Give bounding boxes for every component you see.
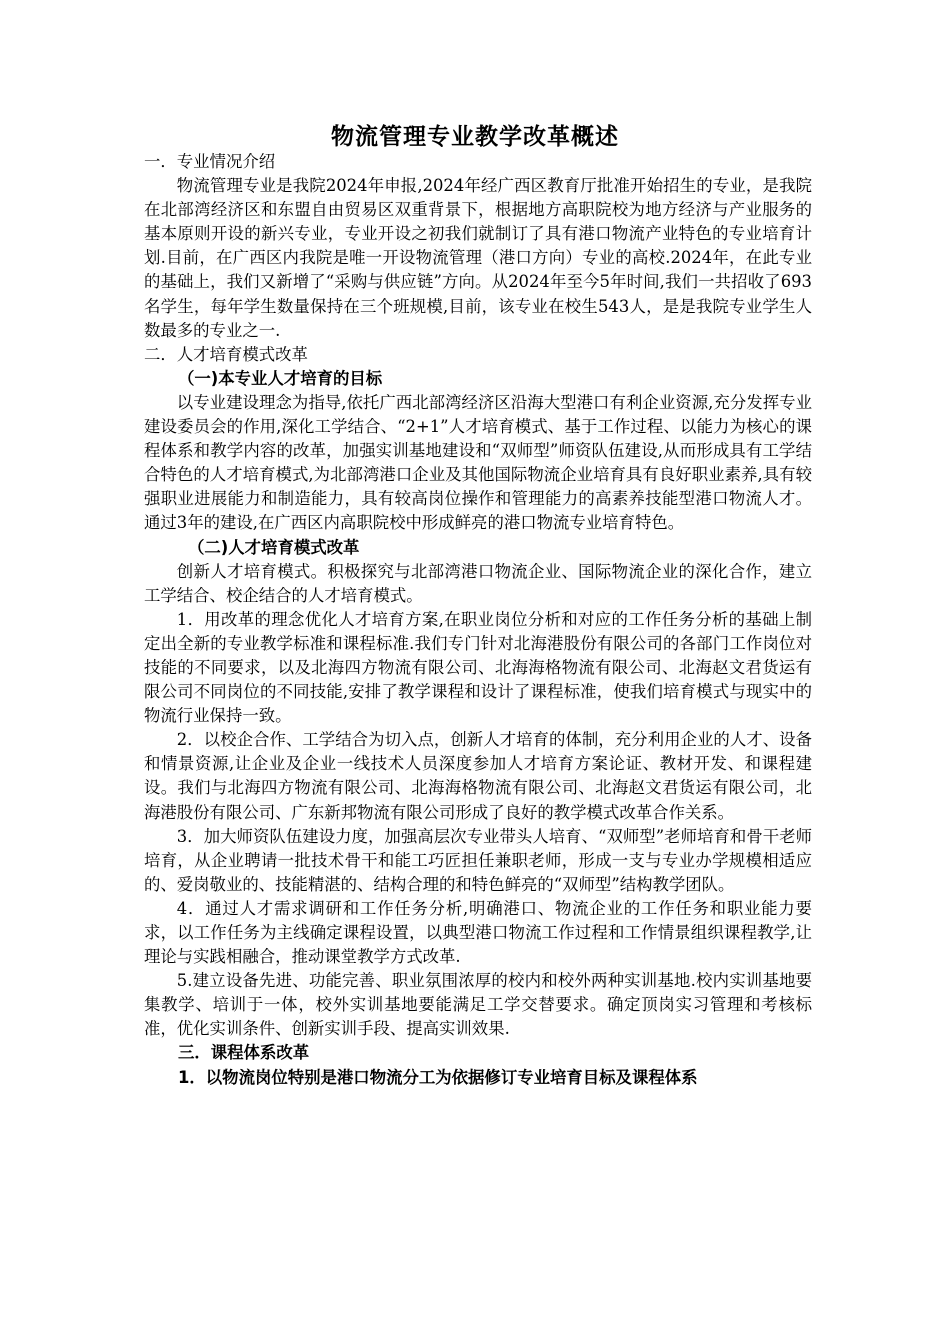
- document-title: 物流管理专业教学改革概述: [331, 124, 619, 150]
- paragraph: 以专业建设理念为指导,依托广西北部湾经济区沿海大型港口有利企业资源,充分发挥专业建设委员会的作用,深化工学结合、“2+1”人才培育模式、基于工作过程、以能力为核心的课程体系和教学内容的改革，加强实训基地建设和“双师型”师资队伍建设,从而形成具有工学结合特色的人才培育模式,为北部湾港口企业及其他国际物流企业培育具有良好职业素养,具有较强职业进展能力和制造能力，具有较高岗位操作和管理能力的高素养技能型港口物流人才。通过3年的建设,在广西区内高职院校中形成鲜亮的港口物流专业培育特色。: [144, 392, 812, 533]
- paragraph: 物流管理专业是我院2024年申报,2024年经广西区教育厅批准开始招生的专业，是我院在北部湾经济区和东盟自由贸易区双重背景下，根据地方高职院校为地方经济与产业服务的基本原则开设的新兴专业，专业开设之初我们就制订了具有港口物流产业特色的专业培育计划.目前，在广西区内我院是唯一开设物流管理（港口方向）专业的高校.2024年，在此专业的基础上，我们又新增了“采购与供应链”方向。从2024年至今5年时间,我们一共招收了693名学生，每年学生数量保持在三个班规模,目前，该专业在校生543人，是是我院专业学生人数最多的专业之一.: [144, 176, 812, 340]
- subsection-heading: 1．以物流岗位特别是港口物流分工为依据修订专业培育目标及课程体系: [178, 1067, 698, 1087]
- section-heading-3: 三．课程体系改革: [178, 1043, 310, 1063]
- paragraph: 2．以校企合作、工学结合为切入点，创新人才培育的体制，充分利用企业的人才、设备和情景资源,让企业及企业一线技术人员深度参加人才培育方案论证、教材开发、和课程建设。我们与北海四方物流有限公司、北海海格物流有限公司、北海赵文君货运有限公司，北海港股份有限公司、广东新邦物流有限公司形成了良好的教学模式改革合作关系。: [144, 730, 812, 822]
- paragraph: 创新人才培育模式。积极探究与北部湾港口物流企业、国际物流企业的深化合作，建立工学结合、校企结合的人才培育模式。: [144, 561, 812, 605]
- subsection-heading: （二)人才培育模式改革: [188, 537, 360, 557]
- paragraph: 1．用改革的理念优化人才培育方案,在职业岗位分析和对应的工作任务分析的基础上制定出全新的专业教学标准和课程标准.我们专门针对北海港股份有限公司的各部门工作岗位对技能的不同要求，以及北海四方物流有限公司、北海海格物流有限公司、北海赵文君货运有限公司不同岗位的不同技能,安排了教学课程和设计了课程标准，使我们培育模式与现实中的物流行业保持一致。: [144, 609, 812, 726]
- paragraph: 4．通过人才需求调研和工作任务分析,明确港口、物流企业的工作任务和职业能力要求，以工作任务为主线确定课程设置，以典型港口物流工作过程和工作情景组织课程教学,让理论与实践相融合，推动课堂教学方式改革.: [144, 898, 812, 967]
- subsection-heading: （一)本专业人才培育的目标: [178, 368, 383, 388]
- section-heading-2: 二．人才培育模式改革: [144, 344, 308, 364]
- paragraph: 5.建立设备先进、功能完善、职业氛围浓厚的校内和校外两种实训基地.校内实训基地要集教学、培训于一体，校外实训基地要能满足工学交替要求。确定顶岗实习管理和考核标准，优化实训条件、创新实训手段、提高实训效果.: [144, 971, 812, 1039]
- paragraph: 3．加大师资队伍建设力度，加强高层次专业带头人培育、“双师型”老师培育和骨干老师培育，从企业聘请一批技术骨干和能工巧匠担任兼职老师，形成一支与专业办学规模相适应的、爱岗敬业的、技能精湛的、结构合理的和特色鲜亮的“双师型”结构教学团队。: [144, 826, 812, 894]
- section-heading-1: 一．专业情况介绍: [144, 152, 276, 171]
- document-body: [144, 150, 812, 1090]
